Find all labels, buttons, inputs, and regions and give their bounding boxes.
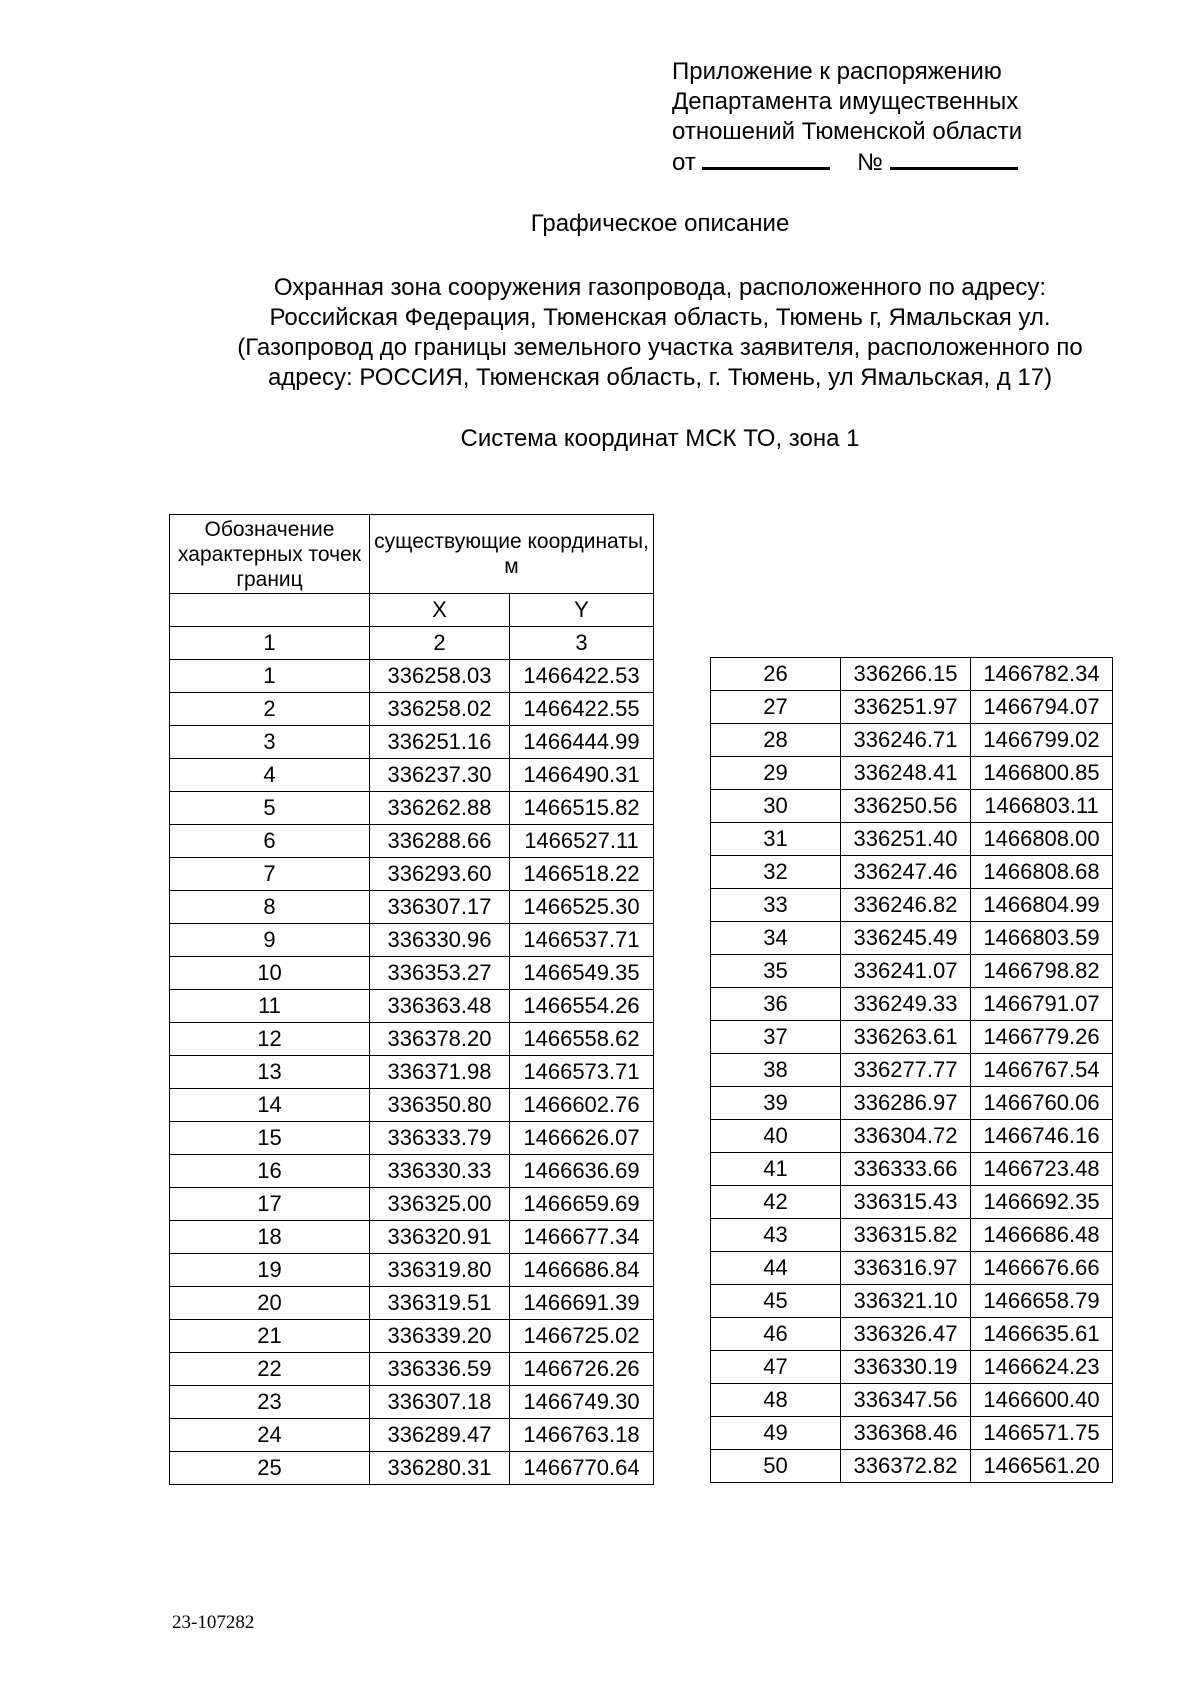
x-coordinate-cell: 336333.66 bbox=[841, 1153, 971, 1186]
x-coordinate-cell: 336246.71 bbox=[841, 724, 971, 757]
x-coordinate-cell: 336315.82 bbox=[841, 1219, 971, 1252]
point-number-cell: 22 bbox=[170, 1353, 370, 1386]
x-coordinate-cell: 336251.16 bbox=[370, 726, 510, 759]
x-coordinate-cell: 336289.47 bbox=[370, 1419, 510, 1452]
y-coordinate-cell: 1466554.26 bbox=[510, 990, 654, 1023]
appendix-number-label: № bbox=[857, 149, 883, 176]
y-coordinate-cell: 1466798.82 bbox=[971, 955, 1113, 988]
appendix-date-number-line bbox=[672, 147, 1172, 178]
point-number-cell: 29 bbox=[711, 757, 841, 790]
y-coordinate-cell: 1466800.85 bbox=[971, 757, 1113, 790]
y-coordinate-cell: 1466749.30 bbox=[510, 1386, 654, 1419]
y-coordinate-cell: 1466549.35 bbox=[510, 957, 654, 990]
y-coordinate-cell: 1466422.53 bbox=[510, 660, 654, 693]
point-number-cell: 46 bbox=[711, 1318, 841, 1351]
y-coordinate-cell: 1466767.54 bbox=[971, 1054, 1113, 1087]
table-row bbox=[170, 1320, 654, 1353]
x-coordinate-cell: 336330.33 bbox=[370, 1155, 510, 1188]
point-number-cell: 25 bbox=[170, 1452, 370, 1485]
x-coordinate-cell: 336353.27 bbox=[370, 957, 510, 990]
point-number-cell: 34 bbox=[711, 922, 841, 955]
x-coordinate-cell: 336277.77 bbox=[841, 1054, 971, 1087]
point-number-cell: 32 bbox=[711, 856, 841, 889]
appendix-line-2: Департамента имущественных bbox=[672, 88, 1019, 115]
coordinates-table-left bbox=[169, 514, 654, 1485]
table-row bbox=[170, 1452, 654, 1485]
table-row bbox=[170, 1287, 654, 1320]
x-coordinate-cell: 336246.82 bbox=[841, 889, 971, 922]
y-coordinate-cell: 1466791.07 bbox=[971, 988, 1113, 1021]
y-coordinate-cell: 1466444.99 bbox=[510, 726, 654, 759]
x-coordinate-cell: 336266.15 bbox=[841, 658, 971, 691]
x-coordinate-cell: 336330.19 bbox=[841, 1351, 971, 1384]
point-number-cell: 33 bbox=[711, 889, 841, 922]
point-number-cell: 28 bbox=[711, 724, 841, 757]
date-blank bbox=[702, 147, 830, 170]
table-row bbox=[170, 1254, 654, 1287]
y-coordinate-cell: 1466803.59 bbox=[971, 922, 1113, 955]
x-coordinate-cell: 336326.47 bbox=[841, 1318, 971, 1351]
x-coordinate-cell: 336307.17 bbox=[370, 891, 510, 924]
point-number-cell: 48 bbox=[711, 1384, 841, 1417]
x-coordinate-cell: 336336.59 bbox=[370, 1353, 510, 1386]
x-coordinate-cell: 336263.61 bbox=[841, 1021, 971, 1054]
y-coordinate-cell: 1466803.11 bbox=[971, 790, 1113, 823]
y-coordinate-cell: 1466677.34 bbox=[510, 1221, 654, 1254]
x-coordinate-cell: 336249.33 bbox=[841, 988, 971, 1021]
table-row bbox=[170, 825, 654, 858]
table-row bbox=[170, 1122, 654, 1155]
x-coordinate-cell: 336350.80 bbox=[370, 1089, 510, 1122]
table-row bbox=[170, 726, 654, 759]
y-coordinate-cell: 1466490.31 bbox=[510, 759, 654, 792]
table-row bbox=[711, 889, 1113, 922]
table-row bbox=[711, 955, 1113, 988]
y-coordinate-cell: 1466746.16 bbox=[971, 1120, 1113, 1153]
y-coordinate-cell: 1466602.76 bbox=[510, 1089, 654, 1122]
x-coordinate-cell: 336258.02 bbox=[370, 693, 510, 726]
table-row bbox=[170, 990, 654, 1023]
point-number-cell: 38 bbox=[711, 1054, 841, 1087]
point-number-cell: 40 bbox=[711, 1120, 841, 1153]
y-coordinate-cell: 1466692.35 bbox=[971, 1186, 1113, 1219]
zone-description-line-3: (Газопровод до границы земельного участка заявителя, расположенного по bbox=[237, 334, 1083, 361]
point-number-cell: 37 bbox=[711, 1021, 841, 1054]
y-coordinate-cell: 1466723.48 bbox=[971, 1153, 1113, 1186]
coordinates-table-right bbox=[710, 657, 1113, 1483]
x-coordinate-cell: 336347.56 bbox=[841, 1384, 971, 1417]
x-coordinate-cell: 336316.97 bbox=[841, 1252, 971, 1285]
header-coords: существующие координаты, м bbox=[370, 515, 654, 594]
y-coordinate-cell: 1466676.66 bbox=[971, 1252, 1113, 1285]
point-number-cell: 21 bbox=[170, 1320, 370, 1353]
table-header-row bbox=[170, 515, 654, 594]
table-subheader-row bbox=[170, 594, 654, 627]
table-row bbox=[711, 1153, 1113, 1186]
y-coordinate-cell: 1466725.02 bbox=[510, 1320, 654, 1353]
x-coordinate-cell: 336251.97 bbox=[841, 691, 971, 724]
y-coordinate-cell: 1466600.40 bbox=[971, 1384, 1113, 1417]
table-row bbox=[711, 1120, 1113, 1153]
x-coordinate-cell: 336315.43 bbox=[841, 1186, 971, 1219]
point-number-cell: 8 bbox=[170, 891, 370, 924]
y-coordinate-cell: 1466518.22 bbox=[510, 858, 654, 891]
y-coordinate-cell: 1466770.64 bbox=[510, 1452, 654, 1485]
point-number-cell: 30 bbox=[711, 790, 841, 823]
x-coordinate-cell: 336372.82 bbox=[841, 1450, 971, 1483]
y-coordinate-cell: 1466686.84 bbox=[510, 1254, 654, 1287]
table-row bbox=[170, 1221, 654, 1254]
header-x: X bbox=[370, 594, 510, 627]
y-coordinate-cell: 1466760.06 bbox=[971, 1087, 1113, 1120]
column-number-2: 2 bbox=[370, 627, 510, 660]
table-row bbox=[711, 1384, 1113, 1417]
y-coordinate-cell: 1466573.71 bbox=[510, 1056, 654, 1089]
table-row bbox=[170, 1419, 654, 1452]
point-number-cell: 41 bbox=[711, 1153, 841, 1186]
y-coordinate-cell: 1466763.18 bbox=[510, 1419, 654, 1452]
y-coordinate-cell: 1466808.00 bbox=[971, 823, 1113, 856]
point-number-cell: 24 bbox=[170, 1419, 370, 1452]
point-number-cell: 14 bbox=[170, 1089, 370, 1122]
appendix-line-1: Приложение к распоряжению bbox=[672, 58, 1002, 85]
table-row bbox=[711, 1186, 1113, 1219]
x-coordinate-cell: 336320.91 bbox=[370, 1221, 510, 1254]
y-coordinate-cell: 1466561.20 bbox=[971, 1450, 1113, 1483]
point-number-cell: 23 bbox=[170, 1386, 370, 1419]
point-number-cell: 26 bbox=[711, 658, 841, 691]
appendix-from-label: от bbox=[672, 149, 696, 176]
table-row bbox=[711, 1087, 1113, 1120]
table-row bbox=[711, 1219, 1113, 1252]
x-coordinate-cell: 336321.10 bbox=[841, 1285, 971, 1318]
column-number-3: 3 bbox=[510, 627, 654, 660]
document-title: Графическое описание bbox=[530, 210, 790, 237]
point-number-cell: 39 bbox=[711, 1087, 841, 1120]
y-coordinate-cell: 1466635.61 bbox=[971, 1318, 1113, 1351]
table-row bbox=[170, 1188, 654, 1221]
x-coordinate-cell: 336251.40 bbox=[841, 823, 971, 856]
table-row bbox=[711, 1417, 1113, 1450]
number-blank bbox=[890, 147, 1018, 170]
x-coordinate-cell: 336368.46 bbox=[841, 1417, 971, 1450]
point-number-cell: 11 bbox=[170, 990, 370, 1023]
y-coordinate-cell: 1466636.69 bbox=[510, 1155, 654, 1188]
y-coordinate-cell: 1466422.55 bbox=[510, 693, 654, 726]
table-row bbox=[170, 1023, 654, 1056]
appendix-line-3: отношений Тюменской области bbox=[672, 118, 1023, 145]
x-coordinate-cell: 336339.20 bbox=[370, 1320, 510, 1353]
table-row bbox=[170, 924, 654, 957]
y-coordinate-cell: 1466537.71 bbox=[510, 924, 654, 957]
point-number-cell: 18 bbox=[170, 1221, 370, 1254]
table-row bbox=[711, 790, 1113, 823]
x-coordinate-cell: 336333.79 bbox=[370, 1122, 510, 1155]
y-coordinate-cell: 1466658.79 bbox=[971, 1285, 1113, 1318]
x-coordinate-cell: 336262.88 bbox=[370, 792, 510, 825]
x-coordinate-cell: 336319.51 bbox=[370, 1287, 510, 1320]
header-points: Обозначение характерных точек границ bbox=[170, 515, 370, 594]
point-number-cell: 1 bbox=[170, 660, 370, 693]
zone-description-line-1: Охранная зона сооружения газопровода, расположенного по адресу: bbox=[273, 274, 1047, 301]
column-number-1: 1 bbox=[170, 627, 370, 660]
y-coordinate-cell: 1466527.11 bbox=[510, 825, 654, 858]
y-coordinate-cell: 1466794.07 bbox=[971, 691, 1113, 724]
point-number-cell: 6 bbox=[170, 825, 370, 858]
table-row bbox=[711, 1318, 1113, 1351]
table-row bbox=[170, 1056, 654, 1089]
point-number-cell: 49 bbox=[711, 1417, 841, 1450]
point-number-cell: 43 bbox=[711, 1219, 841, 1252]
table-row bbox=[170, 1155, 654, 1188]
point-number-cell: 17 bbox=[170, 1188, 370, 1221]
point-number-cell: 47 bbox=[711, 1351, 841, 1384]
point-number-cell: 27 bbox=[711, 691, 841, 724]
table-body-right bbox=[711, 658, 1113, 1483]
point-number-cell: 31 bbox=[711, 823, 841, 856]
table-row bbox=[711, 856, 1113, 889]
point-number-cell: 36 bbox=[711, 988, 841, 1021]
x-coordinate-cell: 336371.98 bbox=[370, 1056, 510, 1089]
x-coordinate-cell: 336319.80 bbox=[370, 1254, 510, 1287]
appendix-header bbox=[672, 57, 1172, 178]
point-number-cell: 3 bbox=[170, 726, 370, 759]
point-number-cell: 5 bbox=[170, 792, 370, 825]
y-coordinate-cell: 1466571.75 bbox=[971, 1417, 1113, 1450]
table-row bbox=[711, 922, 1113, 955]
table-row bbox=[711, 823, 1113, 856]
table-row bbox=[711, 658, 1113, 691]
table-row bbox=[711, 724, 1113, 757]
table-row bbox=[711, 988, 1113, 1021]
table-row bbox=[170, 759, 654, 792]
table-row bbox=[170, 1386, 654, 1419]
x-coordinate-cell: 336280.31 bbox=[370, 1452, 510, 1485]
point-number-cell: 42 bbox=[711, 1186, 841, 1219]
y-coordinate-cell: 1466686.48 bbox=[971, 1219, 1113, 1252]
x-coordinate-cell: 336258.03 bbox=[370, 660, 510, 693]
point-number-cell: 4 bbox=[170, 759, 370, 792]
y-coordinate-cell: 1466808.68 bbox=[971, 856, 1113, 889]
table-row bbox=[170, 792, 654, 825]
document-number: 23-107282 bbox=[172, 1612, 255, 1633]
header-empty bbox=[170, 594, 370, 627]
zone-description bbox=[160, 273, 1160, 393]
table-row bbox=[170, 858, 654, 891]
y-coordinate-cell: 1466558.62 bbox=[510, 1023, 654, 1056]
table-body-left bbox=[170, 660, 654, 1485]
point-number-cell: 12 bbox=[170, 1023, 370, 1056]
point-number-cell: 9 bbox=[170, 924, 370, 957]
point-number-cell: 13 bbox=[170, 1056, 370, 1089]
y-coordinate-cell: 1466782.34 bbox=[971, 658, 1113, 691]
table-row bbox=[170, 891, 654, 924]
x-coordinate-cell: 336250.56 bbox=[841, 790, 971, 823]
table-row bbox=[711, 757, 1113, 790]
table-row bbox=[170, 660, 654, 693]
table-row bbox=[711, 1450, 1113, 1483]
y-coordinate-cell: 1466691.39 bbox=[510, 1287, 654, 1320]
table-row bbox=[711, 1021, 1113, 1054]
zone-description-line-2: Российская Федерация, Тюменская область, Тюмень г, Ямальская ул. bbox=[269, 304, 1051, 331]
header-y: Y bbox=[510, 594, 654, 627]
point-number-cell: 44 bbox=[711, 1252, 841, 1285]
point-number-cell: 19 bbox=[170, 1254, 370, 1287]
x-coordinate-cell: 336237.30 bbox=[370, 759, 510, 792]
x-coordinate-cell: 336304.72 bbox=[841, 1120, 971, 1153]
point-number-cell: 7 bbox=[170, 858, 370, 891]
zone-description-line-4: адресу: РОССИЯ, Тюменская область, г. Тюмень, ул Ямальская, д 17) bbox=[267, 364, 1053, 391]
table-row bbox=[170, 1089, 654, 1122]
x-coordinate-cell: 336307.18 bbox=[370, 1386, 510, 1419]
x-coordinate-cell: 336241.07 bbox=[841, 955, 971, 988]
x-coordinate-cell: 336330.96 bbox=[370, 924, 510, 957]
table-row bbox=[711, 1351, 1113, 1384]
point-number-cell: 45 bbox=[711, 1285, 841, 1318]
x-coordinate-cell: 336288.66 bbox=[370, 825, 510, 858]
x-coordinate-cell: 336286.97 bbox=[841, 1087, 971, 1120]
y-coordinate-cell: 1466525.30 bbox=[510, 891, 654, 924]
y-coordinate-cell: 1466659.69 bbox=[510, 1188, 654, 1221]
y-coordinate-cell: 1466515.82 bbox=[510, 792, 654, 825]
coordinate-system: Система координат МСК ТО, зона 1 bbox=[460, 425, 860, 452]
table-row bbox=[711, 1285, 1113, 1318]
y-coordinate-cell: 1466804.99 bbox=[971, 889, 1113, 922]
y-coordinate-cell: 1466626.07 bbox=[510, 1122, 654, 1155]
y-coordinate-cell: 1466624.23 bbox=[971, 1351, 1113, 1384]
y-coordinate-cell: 1466779.26 bbox=[971, 1021, 1113, 1054]
point-number-cell: 50 bbox=[711, 1450, 841, 1483]
point-number-cell: 35 bbox=[711, 955, 841, 988]
table-row bbox=[170, 957, 654, 990]
point-number-cell: 20 bbox=[170, 1287, 370, 1320]
x-coordinate-cell: 336363.48 bbox=[370, 990, 510, 1023]
point-number-cell: 16 bbox=[170, 1155, 370, 1188]
x-coordinate-cell: 336378.20 bbox=[370, 1023, 510, 1056]
x-coordinate-cell: 336293.60 bbox=[370, 858, 510, 891]
table-row bbox=[711, 691, 1113, 724]
table-row bbox=[711, 1054, 1113, 1087]
point-number-cell: 2 bbox=[170, 693, 370, 726]
x-coordinate-cell: 336247.46 bbox=[841, 856, 971, 889]
table-row bbox=[170, 693, 654, 726]
table-column-numbers-row bbox=[170, 627, 654, 660]
x-coordinate-cell: 336245.49 bbox=[841, 922, 971, 955]
y-coordinate-cell: 1466726.26 bbox=[510, 1353, 654, 1386]
y-coordinate-cell: 1466799.02 bbox=[971, 724, 1113, 757]
point-number-cell: 10 bbox=[170, 957, 370, 990]
x-coordinate-cell: 336325.00 bbox=[370, 1188, 510, 1221]
table-row bbox=[711, 1252, 1113, 1285]
table-row bbox=[170, 1353, 654, 1386]
point-number-cell: 15 bbox=[170, 1122, 370, 1155]
x-coordinate-cell: 336248.41 bbox=[841, 757, 971, 790]
